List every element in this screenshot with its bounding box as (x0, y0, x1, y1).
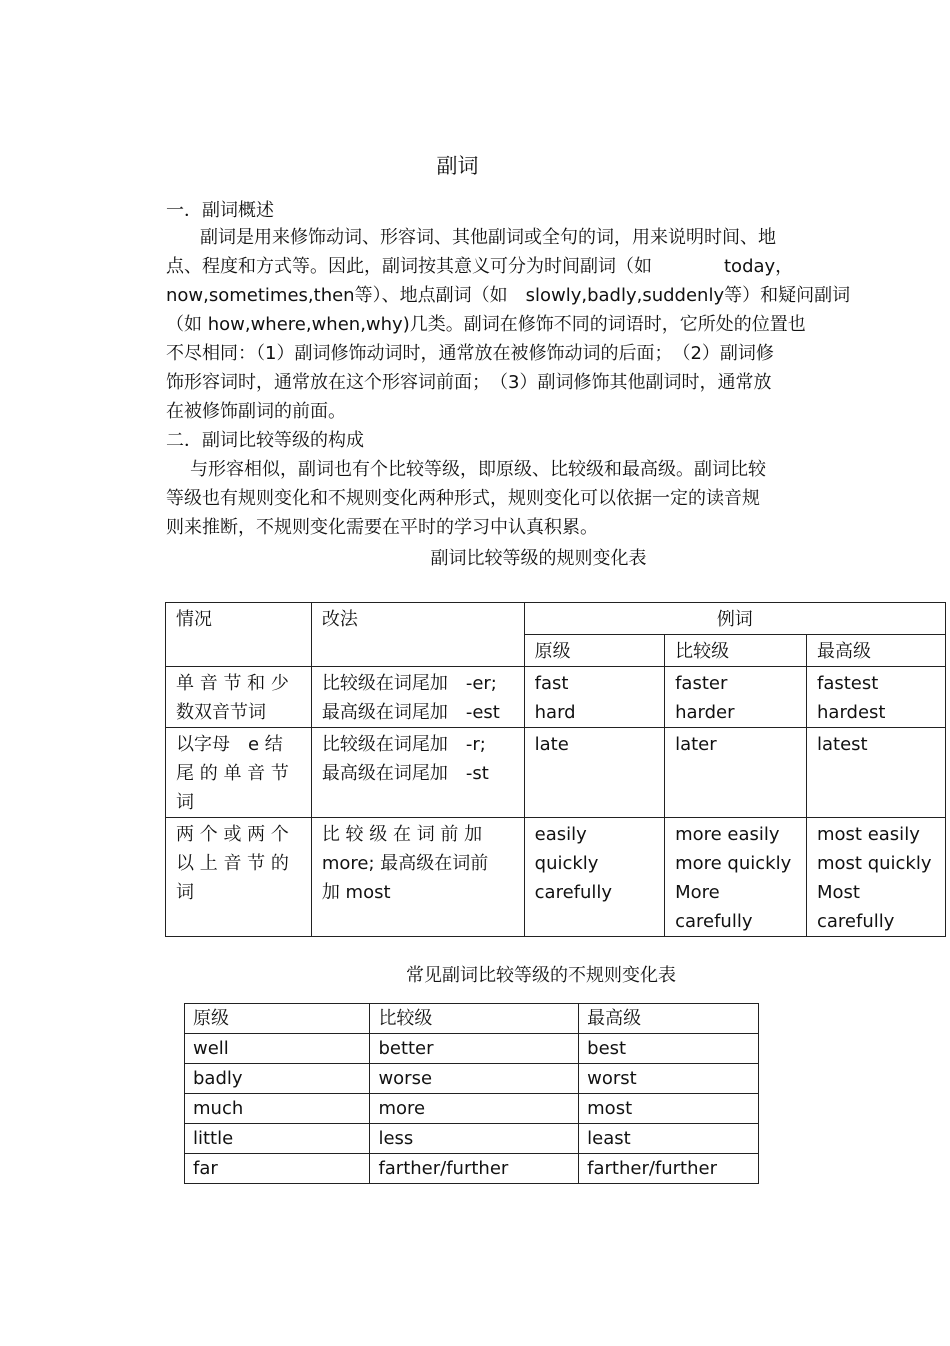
header-comparative: 比较级 (665, 635, 807, 667)
cell-line: more easily (675, 824, 780, 845)
paragraph-line: 与形容相似，副词也有个比较等级，即原级、比较级和最高级。副词比较 (190, 459, 766, 480)
page-title: 副词 (436, 154, 479, 178)
section2-paragraph (166, 455, 901, 542)
paragraph-line: 副词是用来修饰动词、形容词、其他副词或全句的词，用来说明时间、地 (200, 227, 776, 248)
header-comparative: 比较级 (370, 1004, 579, 1034)
table-row (166, 818, 946, 937)
cell-superlative: least (579, 1124, 759, 1154)
irregular-comparison-table (184, 1003, 759, 1184)
regular-comparison-table (165, 602, 946, 937)
cell-positive: much (185, 1094, 370, 1124)
cell-line: most easily (817, 824, 920, 845)
cell-line: 词 (176, 882, 194, 903)
cell-line: hard (534, 702, 576, 723)
table-row (185, 1034, 759, 1064)
cell-method (311, 818, 524, 937)
cell-method (311, 728, 524, 818)
cell-superlative: best (579, 1034, 759, 1064)
cell-line: 比 较 级 在 词 前 加 (321, 824, 483, 845)
paragraph-line: 饰形容词时，通常放在这个形容词前面； （3）副词修饰其他副词时，通常放 (166, 372, 772, 393)
cell-comparative (665, 667, 807, 728)
cell-line: 比较级在词尾加 -r; (321, 734, 486, 755)
cell-line: 词 (176, 792, 194, 813)
section1-paragraph (166, 223, 901, 426)
header-superlative: 最高级 (579, 1004, 759, 1034)
section1-heading: 一．副词概述 (166, 200, 274, 221)
cell-superlative (807, 728, 946, 818)
table-row (166, 667, 946, 728)
paragraph-line: now,sometimes,then等）、地点副词（如 slowly,badly,suddenly等）和疑问副词 (166, 285, 851, 306)
header-method: 改法 (311, 603, 524, 667)
cell-line: quickly (534, 853, 599, 874)
cell-situation (166, 667, 312, 728)
cell-positive (524, 818, 664, 937)
header-superlative: 最高级 (807, 635, 946, 667)
header-situation: 情况 (166, 603, 312, 667)
cell-line: easily (534, 824, 587, 845)
cell-line: carefully (534, 882, 613, 903)
cell-line: faster (675, 673, 728, 694)
cell-line: most quickly (817, 853, 932, 874)
table-row (185, 1154, 759, 1184)
cell-positive: little (185, 1124, 370, 1154)
cell-line: latest (817, 734, 868, 755)
cell-line: Most (817, 882, 860, 903)
cell-line: 最高级在词尾加 -est (321, 702, 500, 723)
cell-line: 单 音 节 和 少 (176, 673, 289, 694)
cell-comparative: more (370, 1094, 579, 1124)
table-row (166, 728, 946, 818)
cell-positive: far (185, 1154, 370, 1184)
cell-comparative: farther/further (370, 1154, 579, 1184)
header-positive: 原级 (185, 1004, 370, 1034)
cell-superlative (807, 818, 946, 937)
cell-superlative: farther/further (579, 1154, 759, 1184)
cell-line: 两 个 或 两 个 (176, 824, 289, 845)
cell-comparative (665, 728, 807, 818)
paragraph-line: 点、程度和方式等。因此，副词按其意义可分为时间副词（如 today， (166, 256, 794, 277)
cell-situation (166, 728, 312, 818)
cell-superlative (807, 667, 946, 728)
table-row (185, 1094, 759, 1124)
cell-line: hardest (817, 702, 886, 723)
cell-line: 以字母 e 结 (176, 734, 283, 755)
cell-comparative (665, 818, 807, 937)
cell-line: 以 上 音 节 的 (176, 853, 289, 874)
irregular-table-caption: 常见副词比较等级的不规则变化表 (406, 965, 676, 986)
paragraph-line: 在被修饰副词的前面。 (166, 401, 346, 422)
header-positive: 原级 (524, 635, 664, 667)
cell-positive (524, 667, 664, 728)
paragraph-line: 不尽相同：（1）副词修饰动词时，通常放在被修饰动词的后面； （2）副词修 (166, 343, 774, 364)
header-examples: 例词 (524, 603, 945, 635)
cell-comparative: better (370, 1034, 579, 1064)
cell-line: fast (534, 673, 569, 694)
cell-line: harder (675, 702, 735, 723)
cell-superlative: worst (579, 1064, 759, 1094)
cell-line: 加 most (321, 882, 391, 903)
cell-positive: badly (185, 1064, 370, 1094)
cell-line: more; 最高级在词前 (321, 853, 489, 874)
table-header-row (185, 1004, 759, 1034)
cell-superlative: most (579, 1094, 759, 1124)
section2-heading: 二．副词比较等级的构成 (166, 430, 364, 451)
cell-comparative: less (370, 1124, 579, 1154)
cell-line: 最高级在词尾加 -st (321, 763, 489, 784)
cell-line: more quickly (675, 853, 792, 874)
cell-line: 数双音节词 (176, 702, 266, 723)
cell-positive: well (185, 1034, 370, 1064)
cell-line: carefully (675, 911, 753, 932)
cell-positive (524, 728, 664, 818)
cell-line: later (675, 734, 717, 755)
cell-line: fastest (817, 673, 879, 694)
paragraph-line: （如 how,where,when,why)几类。副词在修饰不同的词语时，它所处的位置也 (166, 314, 806, 335)
table-row (185, 1064, 759, 1094)
table-header-row (166, 603, 946, 635)
cell-situation (166, 818, 312, 937)
paragraph-line: 则来推断，不规则变化需要在平时的学习中认真积累。 (166, 517, 598, 538)
cell-method (311, 667, 524, 728)
cell-line: 尾 的 单 音 节 (176, 763, 289, 784)
cell-comparative: worse (370, 1064, 579, 1094)
cell-line: carefully (817, 911, 895, 932)
cell-line: More (675, 882, 720, 903)
table-row (185, 1124, 759, 1154)
cell-line: late (534, 734, 569, 755)
regular-table-caption: 副词比较等级的规则变化表 (430, 548, 647, 569)
paragraph-line: 等级也有规则变化和不规则变化两种形式，规则变化可以依据一定的读音规 (166, 488, 760, 509)
cell-line: 比较级在词尾加 -er; (321, 673, 497, 694)
